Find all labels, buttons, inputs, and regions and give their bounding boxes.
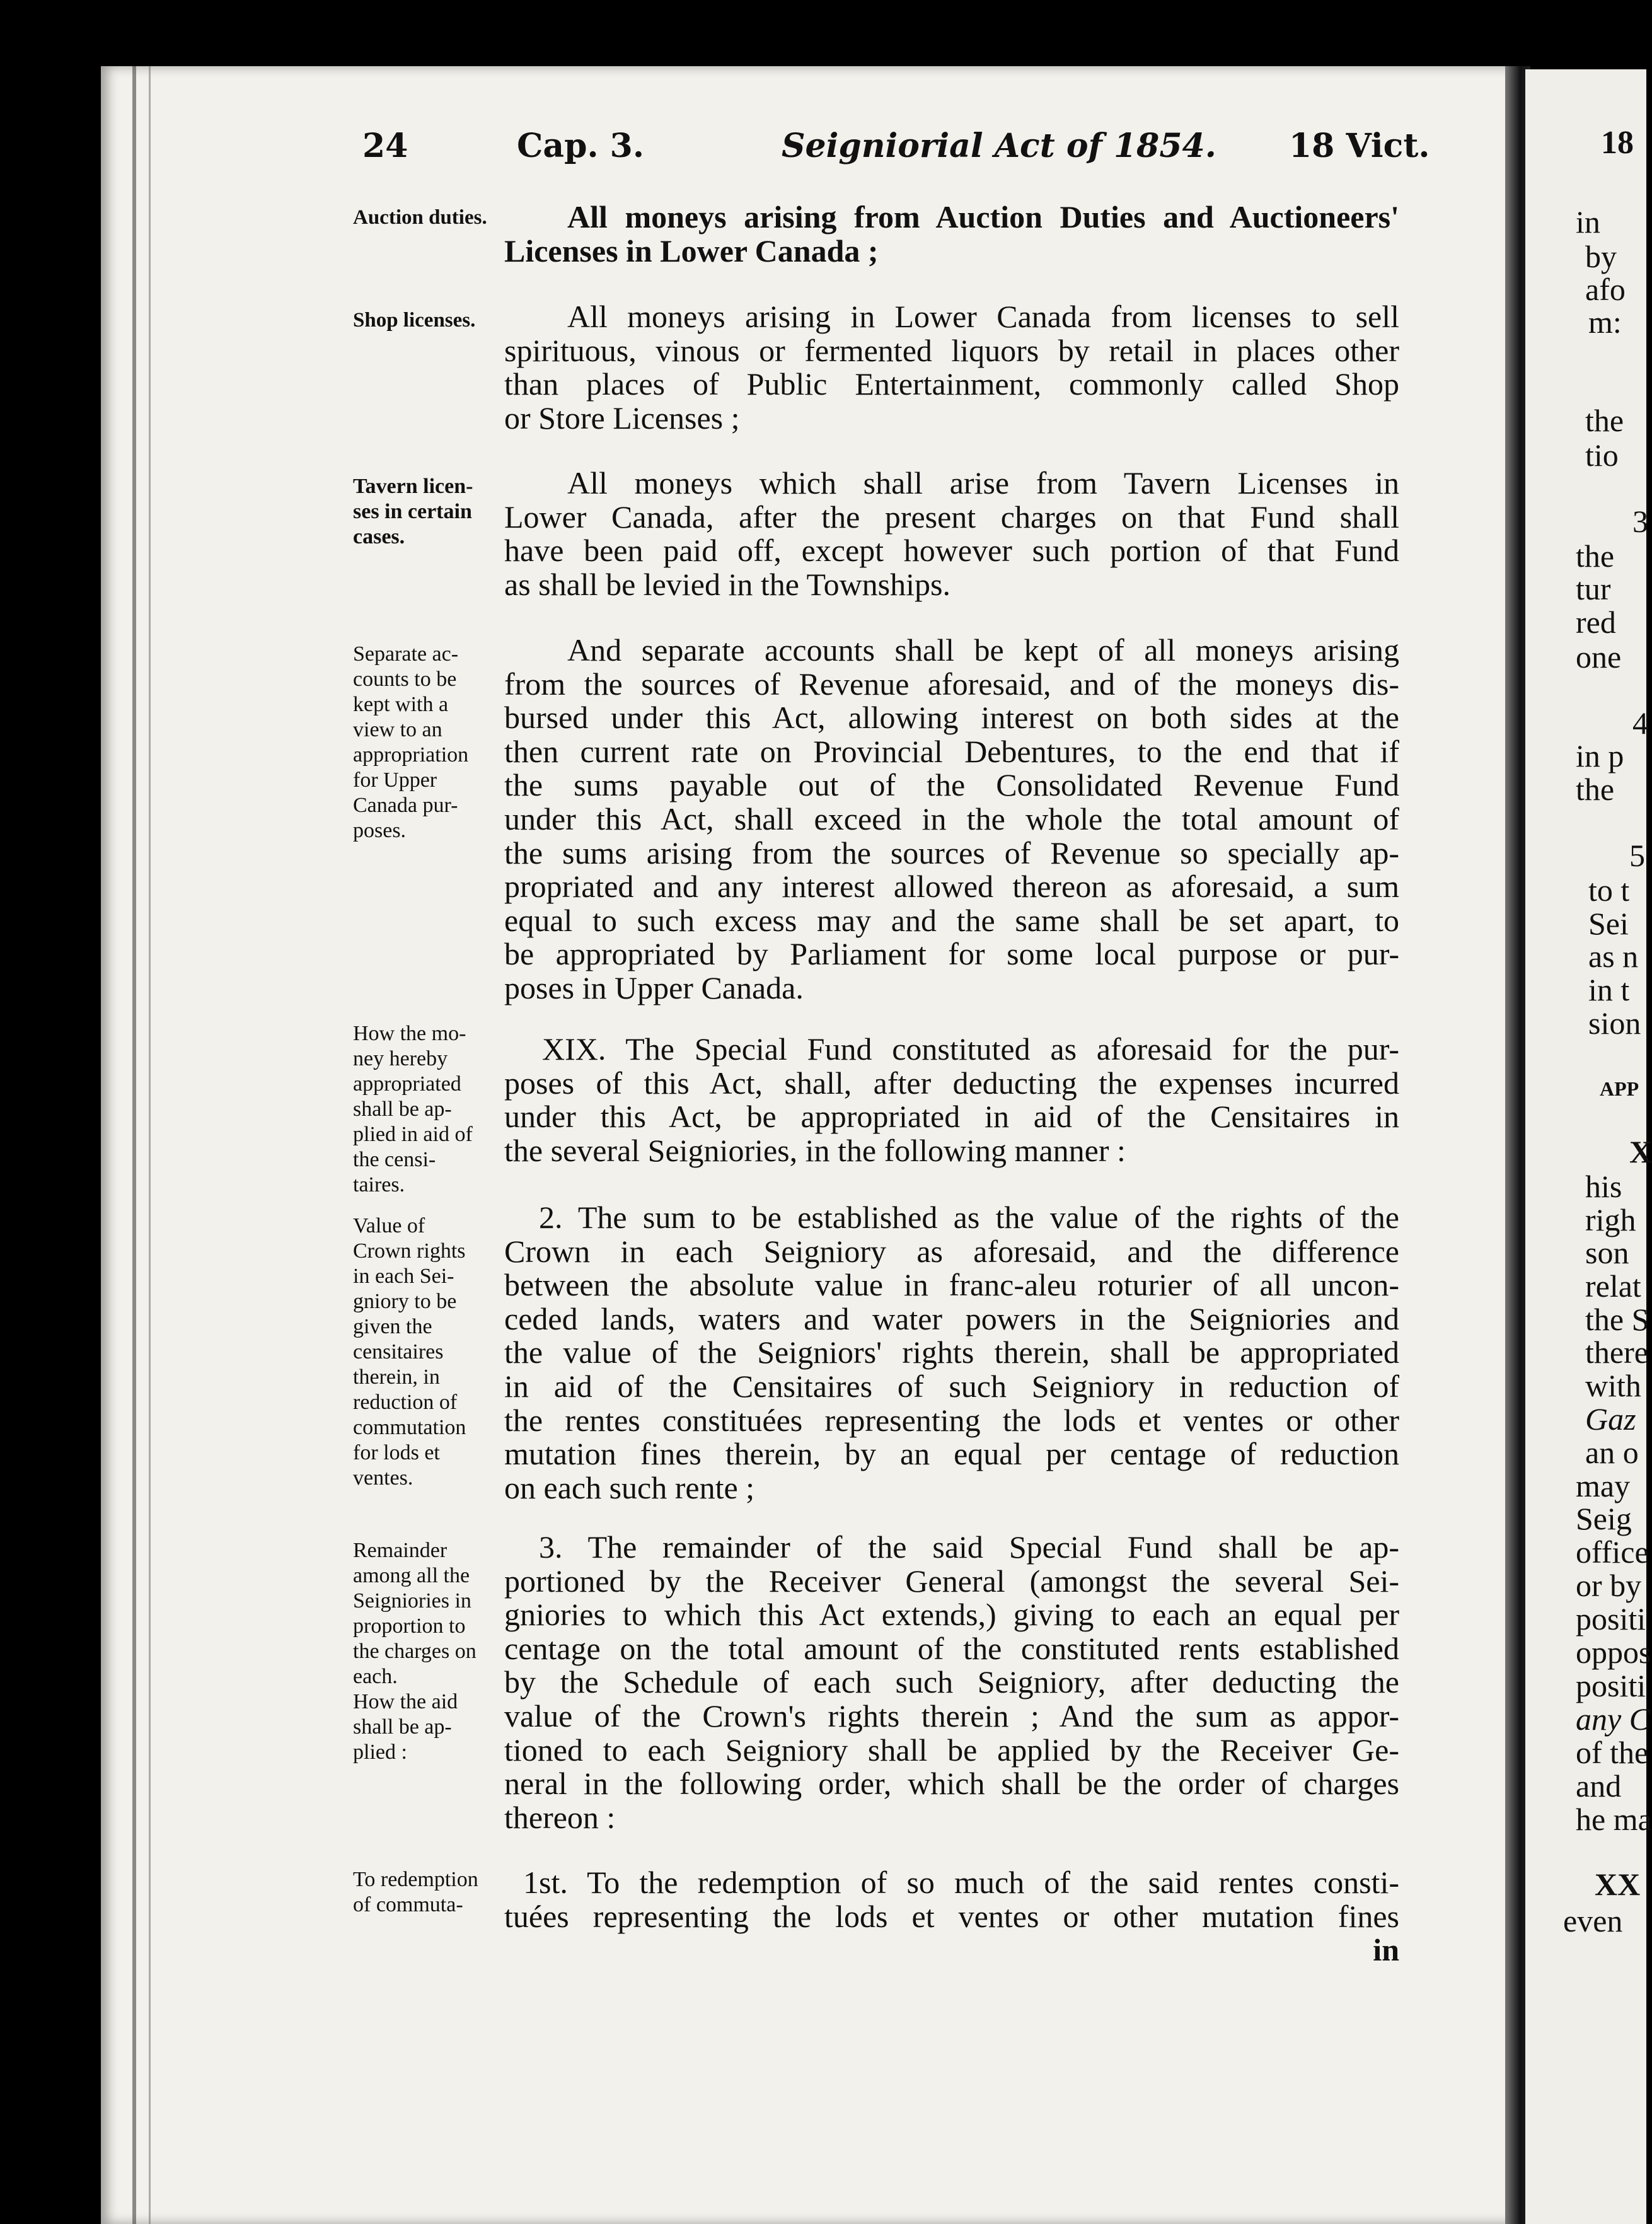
- paragraph-subsection-2: [504, 1201, 1399, 1505]
- facing-page-fragment: positi: [1576, 1668, 1646, 1703]
- facing-page-fragment: may: [1576, 1468, 1631, 1503]
- facing-page-fragment: with: [1585, 1368, 1641, 1403]
- text-line: value of the Crown's rights therein ; And the sum as appor-: [504, 1698, 1399, 1734]
- paragraph-auction-duties: [504, 200, 1399, 268]
- text-line: the sums arising from the sources of Revenue so specially ap-: [504, 835, 1399, 871]
- margin-note: How the aid shall be ap- plied :: [353, 1690, 458, 1764]
- facing-page-fragment: in p: [1576, 738, 1624, 773]
- facing-page-fragment: one: [1576, 639, 1622, 675]
- text-line: 1st. To the redemption of so much of the said rentes consti-: [523, 1865, 1399, 1900]
- text-line: neral in the following order, which shall be the order of charges: [504, 1766, 1399, 1802]
- text-line: All moneys which shall arise from Tavern Licenses in: [567, 465, 1399, 501]
- facing-page-fragment: in: [1576, 204, 1600, 240]
- margin-note: To redemption of commuta-: [353, 1868, 478, 1916]
- paragraph-shop-licenses: [504, 300, 1399, 435]
- margin-note: Separate ac- counts to be kept with a view to an appropriation for Upper Canada pur- poses.: [353, 642, 469, 842]
- facing-page-fragment: as n: [1588, 939, 1639, 974]
- text-line: ceded lands, waters and water powers in the Seigniories and: [504, 1300, 1399, 1336]
- page-edge: [149, 66, 151, 2224]
- text-line: 3. The remainder of the said Special Fund shall be ap-: [539, 1529, 1399, 1565]
- facing-page-fragment: Sei: [1588, 906, 1629, 941]
- running-title: Seigniorial Act of 1854.: [782, 127, 1216, 165]
- facing-page-fragment: office: [1576, 1534, 1649, 1570]
- text-line: the sums payable out of the Consolidated Revenue Fund: [504, 767, 1399, 803]
- facing-page-fragment: 18: [1601, 125, 1634, 161]
- regnal-year: 18 Vict.: [1289, 127, 1430, 165]
- text-line: portioned by the Receiver General (amongst the several Sei-: [504, 1563, 1399, 1599]
- facing-page-fragment: his: [1585, 1169, 1622, 1204]
- text-line: under this Act, shall exceed in the whole the total amount of: [504, 801, 1399, 837]
- paragraph-first-charge: [504, 1866, 1399, 1967]
- text-line: mutation fines therein, by an equal per centage of reduction: [504, 1436, 1399, 1472]
- text-line: then current rate on Provincial Debentures, to the end that if: [504, 733, 1399, 769]
- facing-page-fragment: by: [1585, 239, 1617, 274]
- facing-page-fragment: the: [1576, 538, 1615, 574]
- facing-page-fragment: afo: [1585, 272, 1626, 307]
- text-line: spirituous, vinous or fermented liquors by retail in places other: [504, 332, 1399, 368]
- text-line: poses in Upper Canada.: [504, 970, 804, 1005]
- facing-page-fragment: X: [1629, 1134, 1652, 1169]
- facing-page-fragment: son: [1585, 1235, 1629, 1270]
- facing-page-fragment: Gaz: [1585, 1401, 1636, 1437]
- facing-page-fragment: 3: [1632, 504, 1648, 539]
- text-line: from the sources of Revenue aforesaid, and of the moneys dis-: [504, 666, 1399, 702]
- text-line: All moneys arising from Auction Duties and Auctioneers': [567, 199, 1399, 235]
- text-line: on each such rente ;: [504, 1469, 755, 1505]
- text-line: or Store Licenses ;: [504, 400, 740, 436]
- facing-page-fragment: red: [1576, 605, 1616, 640]
- facing-page-fragment: in t: [1588, 972, 1630, 1007]
- facing-page-fragment: sion: [1588, 1005, 1641, 1041]
- paragraph-tavern-licenses: [504, 466, 1399, 601]
- text-line: XIX. The Special Fund constituted as aforesaid for the pur-: [542, 1031, 1399, 1067]
- facing-page-fragment: there: [1585, 1335, 1648, 1370]
- facing-page-fragment: righ: [1585, 1202, 1636, 1237]
- paragraph-section-xix: [504, 1033, 1399, 1167]
- text-line: the rentes constituées representing the lods et ventes or other: [504, 1402, 1399, 1438]
- facing-page-fragment: the: [1585, 403, 1624, 438]
- text-line: Lower Canada, after the present charges on that Fund shall: [504, 499, 1399, 535]
- facing-page-fragment: or by: [1576, 1568, 1642, 1603]
- facing-page-fragment: relat: [1585, 1268, 1641, 1304]
- text-line: bursed under this Act, allowing interest on both sides at the: [504, 700, 1399, 736]
- facing-page-fragment: tio: [1585, 437, 1619, 473]
- facing-page-fragment: m:: [1588, 304, 1622, 340]
- text-line: the value of the Seigniors' rights therein, shall be appropriated: [504, 1335, 1399, 1370]
- facing-page-fragment: the: [1576, 772, 1615, 807]
- text-line: between the absolute value in franc-aleu roturier of all uncon-: [504, 1267, 1399, 1303]
- text-line: propriated and any interest allowed thereon as aforesaid, a sum: [504, 869, 1399, 905]
- facing-page-fragment: to t: [1588, 872, 1630, 908]
- text-line: the several Seigniories, in the following manner :: [504, 1132, 1126, 1168]
- margin-note: Value of Crown rights in each Sei- gniory to be given the censitaires therein, in reduction of commutation for lods et ventes.: [353, 1214, 466, 1490]
- facing-page-fragment: 4: [1632, 705, 1648, 741]
- facing-page-fragment: he ma: [1576, 1802, 1652, 1837]
- margin-note: Auction duties.: [353, 206, 487, 229]
- facing-page-fragment: tur: [1576, 571, 1611, 606]
- text-line: as shall be levied in the Townships.: [504, 566, 950, 602]
- text-line: than places of Public Entertainment, commonly called Shop: [504, 366, 1399, 402]
- text-line: have been paid off, except however such portion of that Fund: [504, 533, 1399, 569]
- text-line: be appropriated by Parliament for some local purpose or pur-: [504, 936, 1399, 972]
- facing-page-fragment: even: [1563, 1903, 1623, 1938]
- text-line: Licenses in Lower Canada ;: [504, 233, 879, 269]
- text-line: 2. The sum to be established as the value of the rights of the: [539, 1200, 1399, 1235]
- paragraph-subsection-3: [504, 1531, 1399, 1834]
- facing-page-fragment: 5: [1629, 838, 1645, 873]
- facing-page-fragment: the S: [1585, 1302, 1649, 1337]
- text-line: centage on the total amount of the constituted rents established: [504, 1630, 1399, 1666]
- facing-page-fragment: positi: [1576, 1601, 1646, 1636]
- text-line: in aid of the Censitaires of such Seigniory in reduction of: [504, 1368, 1399, 1404]
- text-line: And separate accounts shall be kept of all moneys arising: [567, 632, 1399, 668]
- margin-note: Shop licenses.: [353, 309, 476, 332]
- margin-note: How the mo- ney hereby appropriated shall be ap- plied in aid of the censi- taires.: [353, 1022, 473, 1196]
- facing-page-fragment: Seig: [1576, 1501, 1632, 1536]
- text-line: gniories to which this Act extends,) giving to each an equal per: [504, 1597, 1399, 1633]
- facing-page-fragment: XX: [1595, 1867, 1641, 1902]
- text-line: All moneys arising in Lower Canada from licenses to sell: [567, 299, 1399, 334]
- catchword: in: [1373, 1932, 1399, 1968]
- facing-page-fragment: APP: [1600, 1077, 1639, 1100]
- text-line: by the Schedule of each such Seigniory, after deducting the: [504, 1664, 1399, 1700]
- facing-page-fragment: oppos: [1576, 1635, 1651, 1670]
- text-line: poses of this Act, shall, after deducting the expenses incurred: [504, 1065, 1399, 1101]
- text-line: thereon :: [504, 1799, 616, 1835]
- facing-page-fragment: any C: [1576, 1701, 1651, 1737]
- facing-page-fragment: an o: [1585, 1435, 1639, 1470]
- margin-note: Remainder among all the Seigniories in proportion to the charges on each.: [353, 1539, 477, 1688]
- chapter-number: Cap. 3.: [517, 127, 644, 165]
- page-number: 24: [362, 127, 408, 165]
- page-edge: [132, 66, 136, 2224]
- text-line: equal to such excess may and the same shall be set apart, to: [504, 902, 1399, 938]
- text-line: tuées representing the lods et ventes or other mutation fines: [504, 1898, 1399, 1934]
- margin-note: Tavern licen- ses in certain cases.: [353, 475, 473, 548]
- facing-page-fragment: of the: [1576, 1735, 1649, 1770]
- paragraph-separate-accounts: [504, 634, 1399, 1005]
- text-line: tioned to each Seigniory shall be applied by the Receiver Ge-: [504, 1732, 1399, 1768]
- facing-page-fragment: and: [1576, 1768, 1622, 1804]
- text-line: Crown in each Seigniory as aforesaid, and the difference: [504, 1233, 1399, 1269]
- text-line: under this Act, be appropriated in aid of the Censitaires in: [504, 1099, 1399, 1135]
